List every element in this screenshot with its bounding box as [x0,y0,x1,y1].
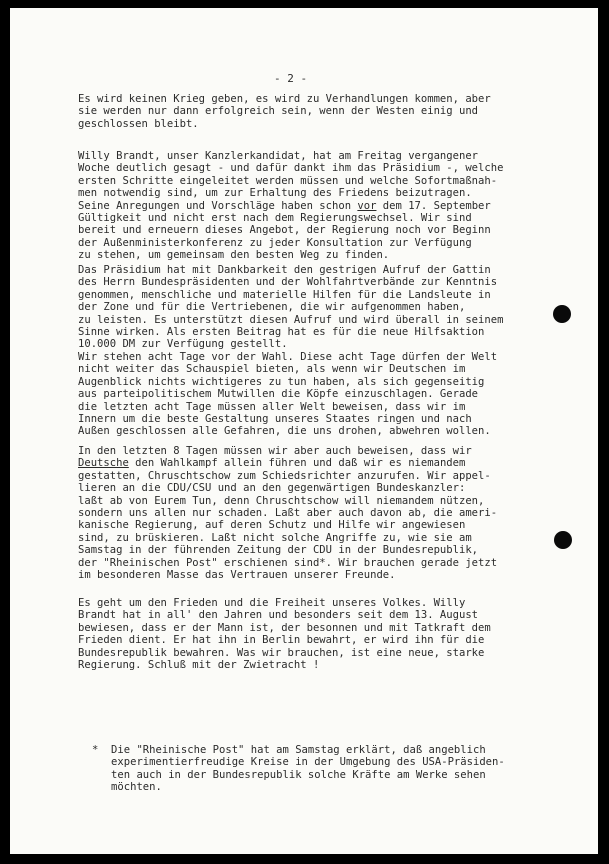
text-line: bewiesen, dass er der Mann ist, der besonnen und mit Tatkraft dem [78,621,491,634]
text-line: lieren an die CDU/CSU und an den gegenwärtigen Bundeskanzler: [78,482,466,495]
text-line: Wir stehen acht Tage vor der Wahl. Diese acht Tage dürfen der Welt [78,351,498,363]
text-line: der Zone und für die Vertriebenen, die wir aufgenommen haben, [78,301,466,314]
text-line: In den letzten 8 Tagen müssen wir aber auch beweisen, dass wir [78,445,472,457]
text-line: ersten Schritte eingeleitet werden müssen und welche Sofortmaßnah- [78,174,498,187]
text-line: Das Präsidium hat mit Dankbarkeit den gestrigen Aufruf der Gattin [78,264,491,276]
text-line: men notwendig sind, um zur Erhaltung des Friedens beizutragen. [78,187,472,200]
text-line: Es wird keinen Krieg geben, es wird zu Verhandlungen kommen, aber [78,93,491,105]
text-line: der "Rheinischen Post" erschienen sind*. Wir brauchen gerade jetzt [78,556,498,569]
footnote-line: * Die "Rheinische Post" hat am Samstag erklärt, daß angeblich [92,744,486,756]
text-line: kanische Regierung, auf deren Schutz und Hilfe wir angewiesen [78,519,466,532]
text-line: zu leisten. Es unterstützt diesen Aufruf und wird überall in seinem [78,313,504,326]
page-number: - 2 - [274,72,308,85]
text-line: im besonderen Masse das Vertrauen unserer Freunde. [78,569,396,581]
punch-hole-top [553,305,571,323]
text-line: Bundesrepublik bewahren. Was wir brauchen, ist eine neue, starke [78,646,485,659]
footnote-line: möchten. [92,781,162,794]
text-line: Sinne wirken. Als ersten Beitrag hat es für die neue Hilfsaktion [78,326,485,338]
text-line: aus parteipolitischem Mutwillen die Köpfe einzuschlagen. Gerade [78,388,479,401]
document-page [10,8,598,854]
text-line: Deutsche den Wahlkampf allein führen und daß wir es niemandem [78,457,466,470]
text-line: Brandt hat in all' den Jahren und besonders seit dem 13. August [78,609,479,622]
text-line: bereit und erneuern dieses Angebot, der Regierung noch vor Beginn [78,224,491,237]
text-line: Willy Brandt, unser Kanzlerkandidat, hat am Freitag vergangener [78,150,479,162]
text-line: laßt ab von Eurem Tun, denn Chruschtschow will niemandem nützen, [78,494,485,507]
text-line: gestatten, Chruschtschow zum Schiedsrichter anzurufen. Wir appel- [78,469,491,482]
text-line: sie werden nur dann erfolgreich sein, wenn der Westen einig und [78,105,479,118]
text-line: nicht weiter das Schauspiel bieten, als wenn wir Deutschen im [78,363,466,376]
text-line: sondern uns allen nur schaden. Laßt aber auch davon ab, die ameri- [78,507,498,519]
text-line: Es geht um den Frieden und die Freiheit unseres Volkes. Willy [78,597,466,609]
footnote-line: experimentierfreudige Kreise in der Umgebung des USA-Präsiden- [92,756,505,769]
text-line: geschlossen bleibt. [78,117,199,130]
text-line: Regierung. Schluß mit der Zwietracht ! [78,659,320,671]
text-line: Augenblick nichts wichtigeres zu tun haben, als sich gegenseitig [78,375,485,388]
text-line: des Herrn Bundespräsidenten und der Wohlfahrtverbände zur Kenntnis [78,276,498,289]
text-line: Samstag in der führenden Zeitung der CDU in der Bundesrepublik, [78,544,479,557]
punch-hole-bottom [554,531,572,549]
text-line: sind, zu brüskieren. Laßt nicht solche Angriffe zu, wie sie am [78,531,472,544]
footnote-line: ten auch in der Bundesrepublik solche Kräfte am Werke sehen [92,768,486,781]
text-line: 10.000 DM zur Verfügung gestellt. [78,338,288,351]
text-line: Seine Anregungen und Vorschläge haben schon vor dem 17. September [78,199,491,212]
text-line: der Außenministerkonferenz zu jeder Konsultation zur Verfügung [78,236,472,249]
text-line: zu stehen, um gemeinsam den besten Weg zu finden. [78,249,390,262]
text-line: Außen geschlossen alle Gefahren, die uns drohen, abwehren wollen. [78,425,491,438]
text-line: Innern um die beste Gestaltung unseres Staates ringen und nach [78,413,472,425]
text-line: Gültigkeit und nicht erst nach dem Regierungswechsel. Wir sind [78,212,472,224]
text-line: genommen, menschliche und materielle Hilfen für die Landsleute in [78,288,491,301]
text-line: Woche deutlich gesagt - und dafür dankt ihm das Präsidium -, welche [78,162,504,175]
text-line: Frieden dient. Er hat ihn in Berlin bewahrt, er wird ihn für die [78,634,485,647]
text-line: die letzten acht Tage müssen aller Welt beweisen, dass wir im [78,400,466,413]
